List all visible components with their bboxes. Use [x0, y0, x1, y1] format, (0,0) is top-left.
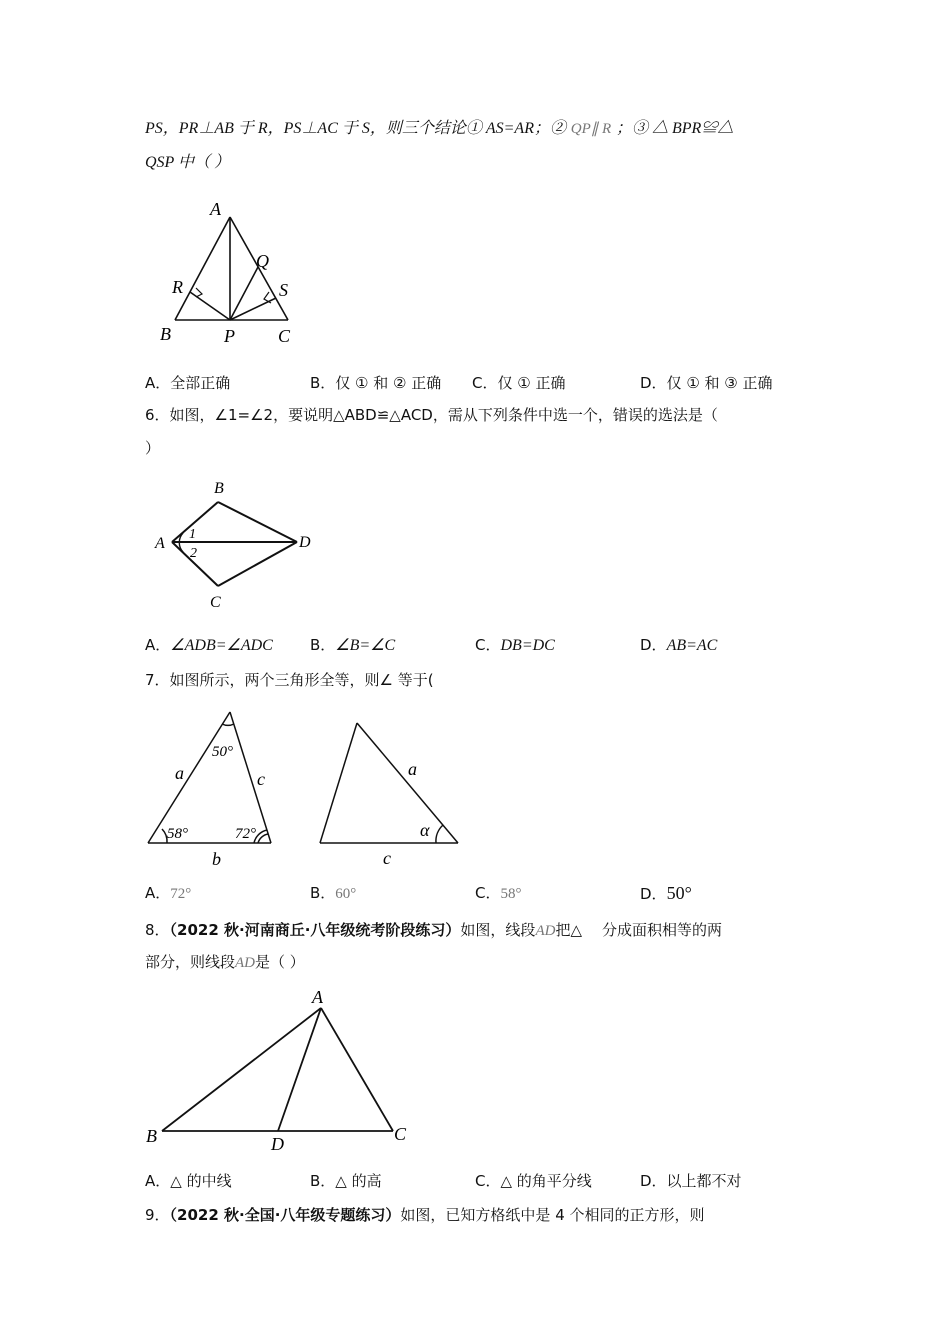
q5-label-a: A [210, 199, 221, 219]
q7-option-b-value: 60° [335, 886, 357, 902]
q5-label-c: C [278, 326, 291, 346]
q5-line1-seg1: PS，PR⊥AB 于 R，PS⊥AC 于 S，则三个结论① AS=AR；② [145, 120, 566, 137]
q7-option-a[interactable] [145, 883, 191, 904]
q8-source: （2022 秋·河南商丘·八年级统考阶段练习） [169, 921, 461, 939]
q8-line1-text2: 把△ [555, 921, 582, 939]
q8-label-b: B [146, 1126, 157, 1146]
q6-option-c-text: DB=DC [500, 637, 555, 654]
q7-option-c[interactable] [475, 883, 521, 904]
q7-label-c1: c [257, 769, 265, 789]
q6-line1: 6．如图，∠1=∠2，要说明△ABD≌△ACD，需从下列条件中选一个，错误的选法是（ [145, 406, 718, 424]
q8-label-d: D [271, 1134, 284, 1154]
q8-label-a: A [312, 987, 323, 1007]
q5-option-b[interactable]: B．仅 ① 和 ② 正确 [310, 374, 442, 392]
q5-line1-seg2: ；③ △ BPR≌△ [615, 120, 734, 137]
q7-option-a-prefix: A． [145, 884, 171, 902]
q6-label-c: C [210, 594, 221, 611]
q7-option-d-prefix: D． [640, 885, 667, 903]
q7-line1: 7．如图所示，两个三角形全等，则∠ 等于( [145, 671, 434, 689]
q8-line2-ad: AD [235, 955, 256, 971]
q5-label-b: B [160, 324, 171, 344]
q7-option-a-value: 72° [170, 886, 192, 902]
q9-text: 如图，已知方格纸中是 4 个相同的正方形，则 [400, 1206, 705, 1224]
q7-figure-right [310, 715, 470, 870]
q8-line1 [145, 920, 722, 941]
q6-figure [150, 475, 325, 615]
q7-option-d[interactable] [640, 883, 692, 904]
q9-source: （2022 秋·全国·八年级专题练习） [169, 1206, 401, 1224]
q5-option-d[interactable]: D．仅 ① 和 ③ 正确 [640, 374, 773, 392]
q8-line2 [145, 952, 305, 973]
q8-option-b[interactable]: B．△ 的高 [310, 1172, 382, 1190]
q7-option-b-prefix: B． [310, 884, 336, 902]
q9-line1 [145, 1205, 705, 1225]
q7-label-b1: b [212, 849, 221, 869]
q6-line2: ） [145, 439, 161, 457]
q8-label-c: C [394, 1124, 407, 1144]
q7-label-a2: a [408, 759, 417, 779]
q8-number: 8． [145, 921, 170, 939]
q6-option-c[interactable] [475, 635, 555, 656]
q7-option-c-value: 58° [500, 886, 522, 902]
q7-label-a1: a [175, 763, 184, 783]
q6-option-a[interactable] [145, 635, 273, 656]
q6-option-b-prefix: B． [310, 636, 336, 654]
q5-label-r: R [172, 277, 183, 297]
q6-label-a: A [155, 535, 165, 552]
q6-option-b-text: ∠B=∠C [335, 637, 396, 654]
q5-label-s: S [279, 280, 288, 300]
q7-label-alpha: α [420, 820, 430, 840]
q9-number: 9． [145, 1206, 170, 1224]
q8-line1-text3: 分成面积相等的两 [601, 921, 722, 939]
q6-label-b: B [214, 480, 224, 497]
q6-option-c-prefix: C． [475, 636, 501, 654]
q5-label-q: Q [256, 251, 269, 271]
q7-angle-top: 50° [212, 744, 233, 760]
q7-angle-left: 58° [167, 826, 188, 842]
q5-option-a[interactable]: A．全部正确 [145, 374, 231, 392]
q6-label-2: 2 [190, 546, 197, 561]
q7-figure-left [140, 705, 290, 870]
q6-option-a-prefix: A． [145, 636, 171, 654]
q6-option-a-text: ∠ADB=∠ADC [170, 637, 273, 654]
q7-option-c-prefix: C． [475, 884, 501, 902]
q7-label-c2: c [383, 848, 391, 868]
q7-option-d-value: 50° [666, 883, 692, 903]
q8-line1-ad: AD [535, 923, 556, 939]
q8-option-a[interactable]: A．△ 的中线 [145, 1172, 232, 1190]
q6-label-1: 1 [189, 527, 196, 542]
q5-option-c[interactable]: C．仅 ① 正确 [472, 374, 566, 392]
q8-option-d[interactable]: D．以上都不对 [640, 1172, 742, 1190]
q7-option-b[interactable] [310, 883, 356, 904]
q6-option-b[interactable] [310, 635, 395, 656]
q5-label-p: P [224, 326, 235, 346]
q5-line1 [145, 118, 733, 139]
q8-line2-text: 部分，则线段 [145, 953, 236, 971]
q8-line2-text2: 是（ ） [255, 953, 305, 971]
q5-figure [150, 195, 320, 345]
q8-line1-text: 如图，线段 [460, 921, 536, 939]
q6-option-d-text: AB=AC [666, 637, 718, 654]
q8-figure [140, 985, 420, 1155]
q6-label-d: D [299, 534, 311, 551]
q5-line1-faint: QP∥ R [570, 121, 612, 137]
q8-option-c[interactable]: C．△ 的角平分线 [475, 1172, 592, 1190]
q7-angle-right: 72° [235, 826, 256, 842]
q6-option-d[interactable] [640, 635, 717, 656]
q5-line2: QSP 中（ ） [145, 154, 231, 171]
q6-option-d-prefix: D． [640, 636, 667, 654]
